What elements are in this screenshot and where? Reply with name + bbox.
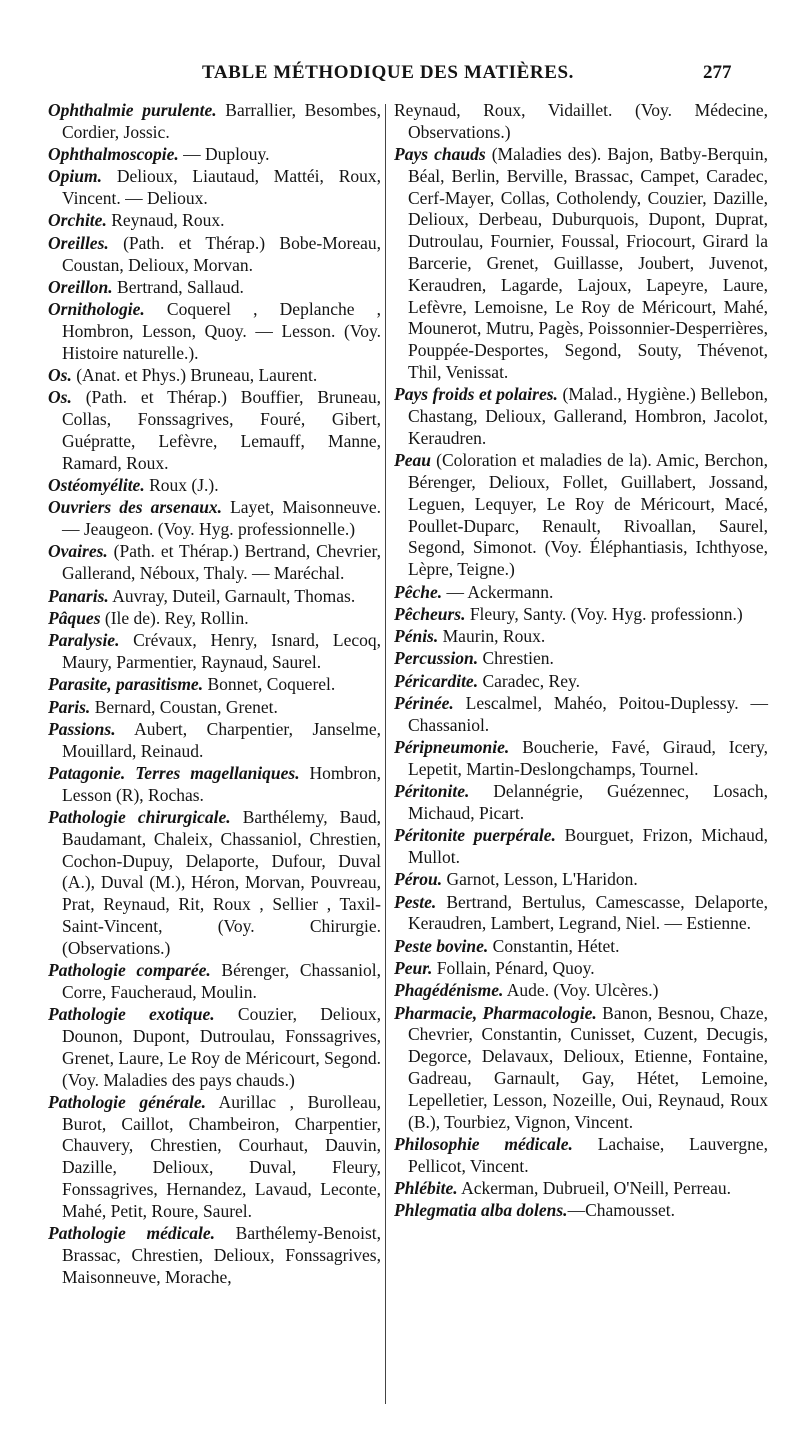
entry-heading: Pérou. xyxy=(394,869,443,890)
page-number: 277 xyxy=(703,62,732,83)
entry-authors: Couzier, Delioux, Dounon, Dupont, Dutroulau, Fonssagrives, Grenet, Laure, Le Roy de Méricourt, Segond. (Voy. Maladies des pays chauds.) xyxy=(62,1004,381,1090)
index-entry xyxy=(48,387,381,474)
index-entry xyxy=(394,626,768,648)
index-entry xyxy=(48,763,381,807)
index-entry xyxy=(394,671,768,693)
index-entry xyxy=(394,869,768,891)
entry-heading: Péritonite. xyxy=(394,781,470,802)
entry-authors: Bonnet, Coquerel. xyxy=(203,674,336,695)
index-entry xyxy=(394,737,768,781)
index-entry xyxy=(48,1004,381,1091)
entry-heading: Périnée. xyxy=(394,693,454,714)
entry-heading: Pathologie chirurgicale. xyxy=(48,807,231,827)
index-entry xyxy=(394,582,768,604)
entry-heading: Passions. xyxy=(48,718,116,739)
index-entry xyxy=(394,980,768,1002)
index-entry xyxy=(48,719,381,763)
index-entry xyxy=(394,384,768,449)
entry-authors: (Path. et Thérap.) Bobe-Moreau, Coustan, Delioux, Morvan. xyxy=(62,232,381,275)
index-entry xyxy=(48,541,381,585)
entry-heading: Peur. xyxy=(394,958,433,979)
entry-authors: Auvray, Duteil, Garnault, Thomas. xyxy=(108,585,356,606)
index-entry xyxy=(394,1178,768,1200)
entry-authors: (Anat. et Phys.) Bruneau, Laurent. xyxy=(71,365,318,386)
index-entry xyxy=(394,781,768,825)
index-entry xyxy=(394,936,768,958)
entry-heading: Pays chauds xyxy=(394,144,486,165)
entry-authors: Fleury, Santy. (Voy. Hyg. professionn.) xyxy=(465,603,743,624)
entry-heading: Parasite, parasitisme. xyxy=(48,674,204,695)
index-entry xyxy=(48,697,381,719)
index-entry xyxy=(48,608,381,630)
entry-authors: Barrallier, Besombes, Cordier, Jossic. xyxy=(62,100,381,142)
entry-heading: Phlébite. xyxy=(394,1178,458,1199)
entry-heading: Pêcheurs. xyxy=(394,603,466,624)
entry-heading: Ovaires. xyxy=(48,541,108,562)
entry-authors: — Duplouy. xyxy=(178,144,270,165)
entry-authors: Bérenger, Chassaniol, Corre, Faucheraud, Moulin. xyxy=(62,960,381,1002)
entry-authors: Delioux, Liautaud, Mattéi, Roux, Vincent. — Delioux. xyxy=(62,166,381,209)
entry-authors: Reynaud, Roux. xyxy=(106,210,225,231)
entry-heading: Péricardite. xyxy=(394,670,479,691)
entry-heading: Philosophie médicale. xyxy=(394,1133,573,1154)
index-entry xyxy=(48,144,381,166)
entry-authors: (Ile de). Rey, Rollin. xyxy=(100,607,249,628)
entry-heading: Percussion. xyxy=(394,648,479,669)
index-entry xyxy=(394,1003,768,1134)
entry-heading: Peau xyxy=(394,450,431,471)
index-entry xyxy=(48,166,381,210)
entry-authors: Delannégrie, Guézennec, Losach, Michaud, Picart. xyxy=(408,781,768,823)
entry-heading: Pathologie médicale. xyxy=(48,1223,215,1244)
index-entry xyxy=(394,1134,768,1178)
index-entry xyxy=(48,497,381,541)
entry-authors: (Maladies des). Bajon, Batby-Berquin, Béal, Berlin, Berville, Brassac, Campet, Caradec, Cerf-Mayer, Collas, Cotholendy, Couzier, Dazille, Delioux, Derbeau, Duburquois, Dupont, Duprat, Dutroulau, Fournier, Foussal, Friocourt, Girard la Barcerie, Grenet, Guillasse, Joubert, Juvenot, Keraudren, Lagarde, Lajoux, Lapeyre, Laure, Lefèvre, Lemoisne, Le Roy de Méricourt, Mahé, Mounerot, Mutru, Pagès, Poissonnier-Desperrières, Pouppée-Desportes, Segond, Souty, Thévenot, Thil, Venissat. xyxy=(408,144,768,383)
entry-heading: Ouvriers des arsenaux. xyxy=(48,497,223,518)
entry-authors: (Coloration et maladies de la). Amic, Berchon, Bérenger, Delioux, Follet, Guillabert, Jossand, Leguen, Lequyer, Le Roy de Méricourt, Macé, Poullet-Duparc, Renault, Rivoallan, Saurel, Segond, Simonot. (Voy. Éléphantiasis, Ichthyose, Lèpre, Teigne.) xyxy=(408,450,768,580)
index-entry xyxy=(394,1200,768,1222)
entry-heading: Os. xyxy=(48,365,72,386)
entry-authors: Roux (J.). xyxy=(144,475,219,496)
running-header xyxy=(0,62,800,92)
left-column xyxy=(48,100,381,1289)
right-column xyxy=(394,100,768,1223)
index-entry xyxy=(48,210,381,232)
entry-authors: Coquerel , Deplanche , Hombron, Lesson, Quoy. — Lesson. (Voy. Histoire naturelle.). xyxy=(62,299,381,363)
index-entry xyxy=(48,1223,381,1288)
entry-heading: Orchite. xyxy=(48,210,107,231)
index-entry xyxy=(48,277,381,299)
index-entry xyxy=(48,1092,381,1223)
entry-heading: Paris. xyxy=(48,696,91,717)
index-entry xyxy=(394,693,768,737)
entry-heading: Oreillon. xyxy=(48,276,113,297)
entry-heading: Oreilles. xyxy=(48,232,109,253)
entry-authors: Caradec, Rey. xyxy=(478,670,580,691)
entry-heading: Paralysie. xyxy=(48,630,120,651)
running-title: TABLE MÉTHODIQUE DES MATIÈRES. xyxy=(202,62,575,83)
entry-authors: Aurillac , Burolleau, Burot, Caillot, Chambeiron, Charpentier, Chauvery, Chrestien, Courhaut, Dauvin, Dazille, Delioux, Duval, Fleury, Fonssagrives, Hernandez, Lavaud, Leconte, Mahé, Petit, Roure, Saurel. xyxy=(62,1091,381,1221)
entry-authors: Bourguet, Frizon, Michaud, Mullot. xyxy=(408,825,768,868)
entry-authors: Maurin, Roux. xyxy=(438,626,546,647)
index-entry xyxy=(394,100,768,144)
entry-authors: Bernard, Coustan, Grenet. xyxy=(90,696,278,717)
index-entry xyxy=(394,450,768,581)
entry-heading: Pathologie générale. xyxy=(48,1091,206,1112)
entry-authors: Barthélemy, Baud, Baudamant, Chaleix, Chassaniol, Chrestien, Cochon-Dupuy, Delaporte, Dufour, Duval (A.), Duval (M.), Héron, Morvan, Pouvreau, Prat, Reynaud, Rit, Roux , Sellier , Taxil-Saint-Vincent, (Voy. Chirurgie. (Observations.) xyxy=(62,807,381,958)
index-entry xyxy=(48,100,381,144)
entry-authors: Lescalmel, Mahéo, Poitou-Duplessy. — Chassaniol. xyxy=(408,693,768,735)
entry-heading: Opium. xyxy=(48,166,102,187)
entry-heading: Phlegmatia alba dolens. xyxy=(394,1200,568,1221)
index-entry xyxy=(48,299,381,364)
index-entry xyxy=(48,586,381,608)
index-entry xyxy=(394,892,768,936)
entry-heading: Panaris. xyxy=(48,585,109,606)
entry-authors: —Chamousset. xyxy=(567,1200,675,1221)
entry-authors: Aude. (Voy. Ulcères.) xyxy=(503,980,659,1001)
index-entry xyxy=(394,648,768,670)
entry-authors: Aubert, Charpentier, Janselme, Mouillard, Reinaud. xyxy=(62,718,381,761)
entry-heading: Pathologie exotique. xyxy=(48,1004,215,1025)
entry-authors: Hombron, Lesson (R), Rochas. xyxy=(62,762,381,805)
entry-heading: Os. xyxy=(48,387,72,408)
index-entry xyxy=(394,958,768,980)
entry-heading: Pays froids et polaires. xyxy=(394,384,558,405)
entry-authors: Boucherie, Favé, Giraud, Icery, Lepetit, Martin-Deslongchamps, Tournel. xyxy=(408,737,768,779)
index-entry xyxy=(394,144,768,384)
entry-authors: Banon, Besnou, Chaze, Chevrier, Constantin, Cunisset, Cuzent, Decugis, Degorce, Delavaux, Delioux, Etienne, Fontaine, Gadreau, Garnault, Gay, Hétet, Lemoine, Lepelletier, Lesson, Nozeille, Oui, Reynaud, Roux (B.), Tourbiez, Vignon, Vincent. xyxy=(408,1002,768,1132)
index-entry xyxy=(48,674,381,696)
index-entry xyxy=(48,365,381,387)
entry-heading: Ornithologie. xyxy=(48,299,145,320)
entry-authors: Reynaud, Roux, Vidaillet. (Voy. Médecine, Observations.) xyxy=(394,100,768,142)
entry-heading: Péritonite puerpérale. xyxy=(394,825,556,846)
index-entry xyxy=(394,825,768,869)
entry-authors: Follain, Pénard, Quoy. xyxy=(432,958,595,979)
entry-authors: Chrestien. xyxy=(478,648,554,669)
entry-heading: Ophthalmoscopie. xyxy=(48,144,179,165)
entry-authors: Ackerman, Dubrueil, O'Neill, Perreau. xyxy=(457,1178,732,1199)
entry-heading: Pharmacie, Pharmacologie. xyxy=(394,1002,597,1023)
entry-authors: Crévaux, Henry, Isnard, Lecoq, Maury, Parmentier, Raynaud, Saurel. xyxy=(62,630,381,672)
entry-authors: (Malad., Hygiène.) Bellebon, Chastang, Delioux, Gallerand, Hombron, Jacolot, Keraudren. xyxy=(408,384,768,448)
entry-authors: Lachaise, Lauvergne, Pellicot, Vincent. xyxy=(408,1133,768,1176)
entry-authors: Bertrand, Sallaud. xyxy=(112,276,244,297)
entry-authors: Garnot, Lesson, L'Haridon. xyxy=(442,869,638,890)
entry-authors: Bertrand, Bertulus, Camescasse, Delaporte, Keraudren, Lambert, Legrand, Niel. — Estienne. xyxy=(408,891,768,934)
entry-heading: Peste. xyxy=(394,891,437,912)
index-entry xyxy=(48,960,381,1004)
index-entry xyxy=(48,475,381,497)
entry-heading: Péripneumonie. xyxy=(394,737,510,758)
index-entry xyxy=(48,233,381,277)
entry-heading: Peste bovine. xyxy=(394,935,489,956)
entry-heading: Ostéomyélite. xyxy=(48,475,145,496)
entry-heading: Patagonie. Terres magellaniques. xyxy=(48,762,300,783)
entry-authors: Barthélemy-Benoist, Brassac, Chrestien, Delioux, Fonssagrives, Maisonneuve, Morache, xyxy=(62,1223,381,1287)
index-entry xyxy=(48,807,381,960)
entry-heading: Pâques xyxy=(48,607,101,628)
entry-heading: Ophthalmie purulente. xyxy=(48,100,217,120)
entry-authors: (Path. et Thérap.) Bertrand, Chevrier, Gallerand, Néboux, Thaly. — Maréchal. xyxy=(62,541,381,584)
entry-authors: Layet, Maisonneuve. — Jeaugeon. (Voy. Hyg. professionnelle.) xyxy=(62,497,381,540)
index-entry xyxy=(394,604,768,626)
entry-authors: Constantin, Hétet. xyxy=(488,935,620,956)
entry-authors: — Ackermann. xyxy=(442,581,554,602)
entry-heading: Phagédénisme. xyxy=(394,980,504,1001)
entry-heading: Pathologie comparée. xyxy=(48,960,211,981)
index-entry xyxy=(48,630,381,674)
entry-heading: Pêche. xyxy=(394,581,443,602)
entry-heading: Pénis. xyxy=(394,626,439,647)
column-divider xyxy=(385,104,386,1404)
entry-authors: (Path. et Thérap.) Bouffier, Bruneau, Collas, Fonssagrives, Fouré, Gibert, Guépratte, Lefèvre, Lemauff, Manne, Ramard, Roux. xyxy=(62,387,381,473)
